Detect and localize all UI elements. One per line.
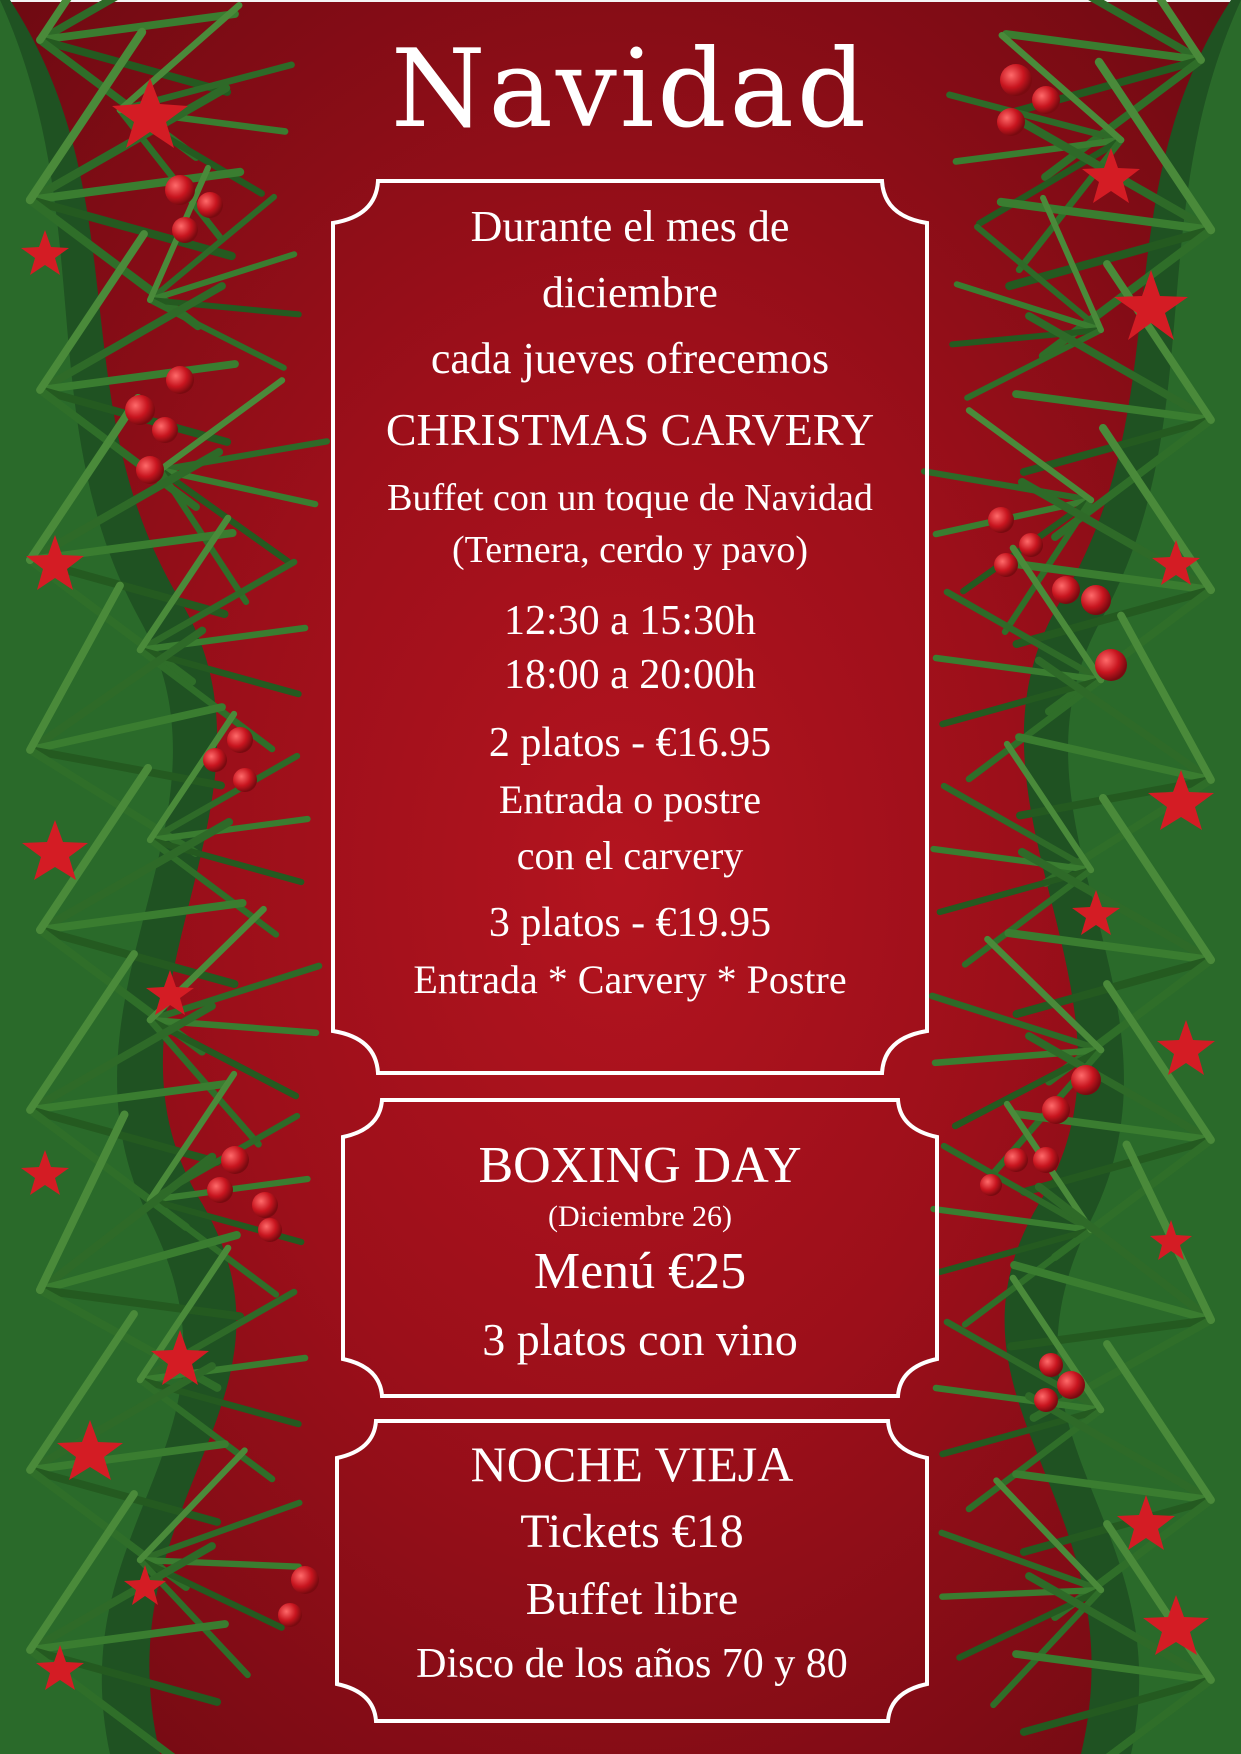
buffet-line-1: Buffet con un toque de Navidad — [387, 477, 873, 519]
three-courses-detail: Entrada * Carvery * Postre — [413, 957, 847, 1002]
noche-vieja-disco: Disco de los años 70 y 80 — [416, 1641, 848, 1687]
intro-line-2: diciembre — [542, 268, 718, 317]
left-pine-garland — [0, 0, 330, 1754]
intro-line-3: cada jueves ofrecemos — [430, 334, 830, 383]
boxing-day-detail: 3 platos con vino — [482, 1314, 798, 1365]
two-courses-detail-2: con el carvery — [516, 833, 744, 878]
noche-vieja-tickets: Tickets €18 — [520, 1505, 744, 1558]
boxing-day-card — [340, 1097, 940, 1399]
page-title: Navidad — [390, 27, 870, 152]
carvery-card — [330, 178, 930, 1076]
noche-vieja-card — [334, 1418, 930, 1724]
two-courses-price: 2 platos - €16.95 — [488, 720, 772, 766]
boxing-day-date: (Diciembre 26) — [547, 1200, 733, 1233]
noche-vieja-buffet: Buffet libre — [525, 1573, 739, 1624]
buffet-line-2: (Ternera, cerdo y pavo) — [451, 529, 809, 571]
intro-line-1: Durante el mes de — [470, 202, 790, 251]
boxing-day-heading: BOXING DAY — [478, 1137, 802, 1194]
hours-line-1: 12:30 a 15:30h — [504, 598, 756, 644]
noche-vieja-heading: NOCHE VIEJA — [470, 1436, 794, 1492]
right-pine-garland — [911, 0, 1241, 1754]
three-courses-price: 3 platos - €19.95 — [488, 900, 772, 946]
hours-line-2: 18:00 a 20:00h — [504, 652, 756, 698]
carvery-heading: CHRISTMAS CARVERY — [385, 404, 875, 455]
two-courses-detail-1: Entrada o postre — [498, 777, 762, 822]
boxing-day-menu-price: Menú €25 — [533, 1243, 747, 1300]
